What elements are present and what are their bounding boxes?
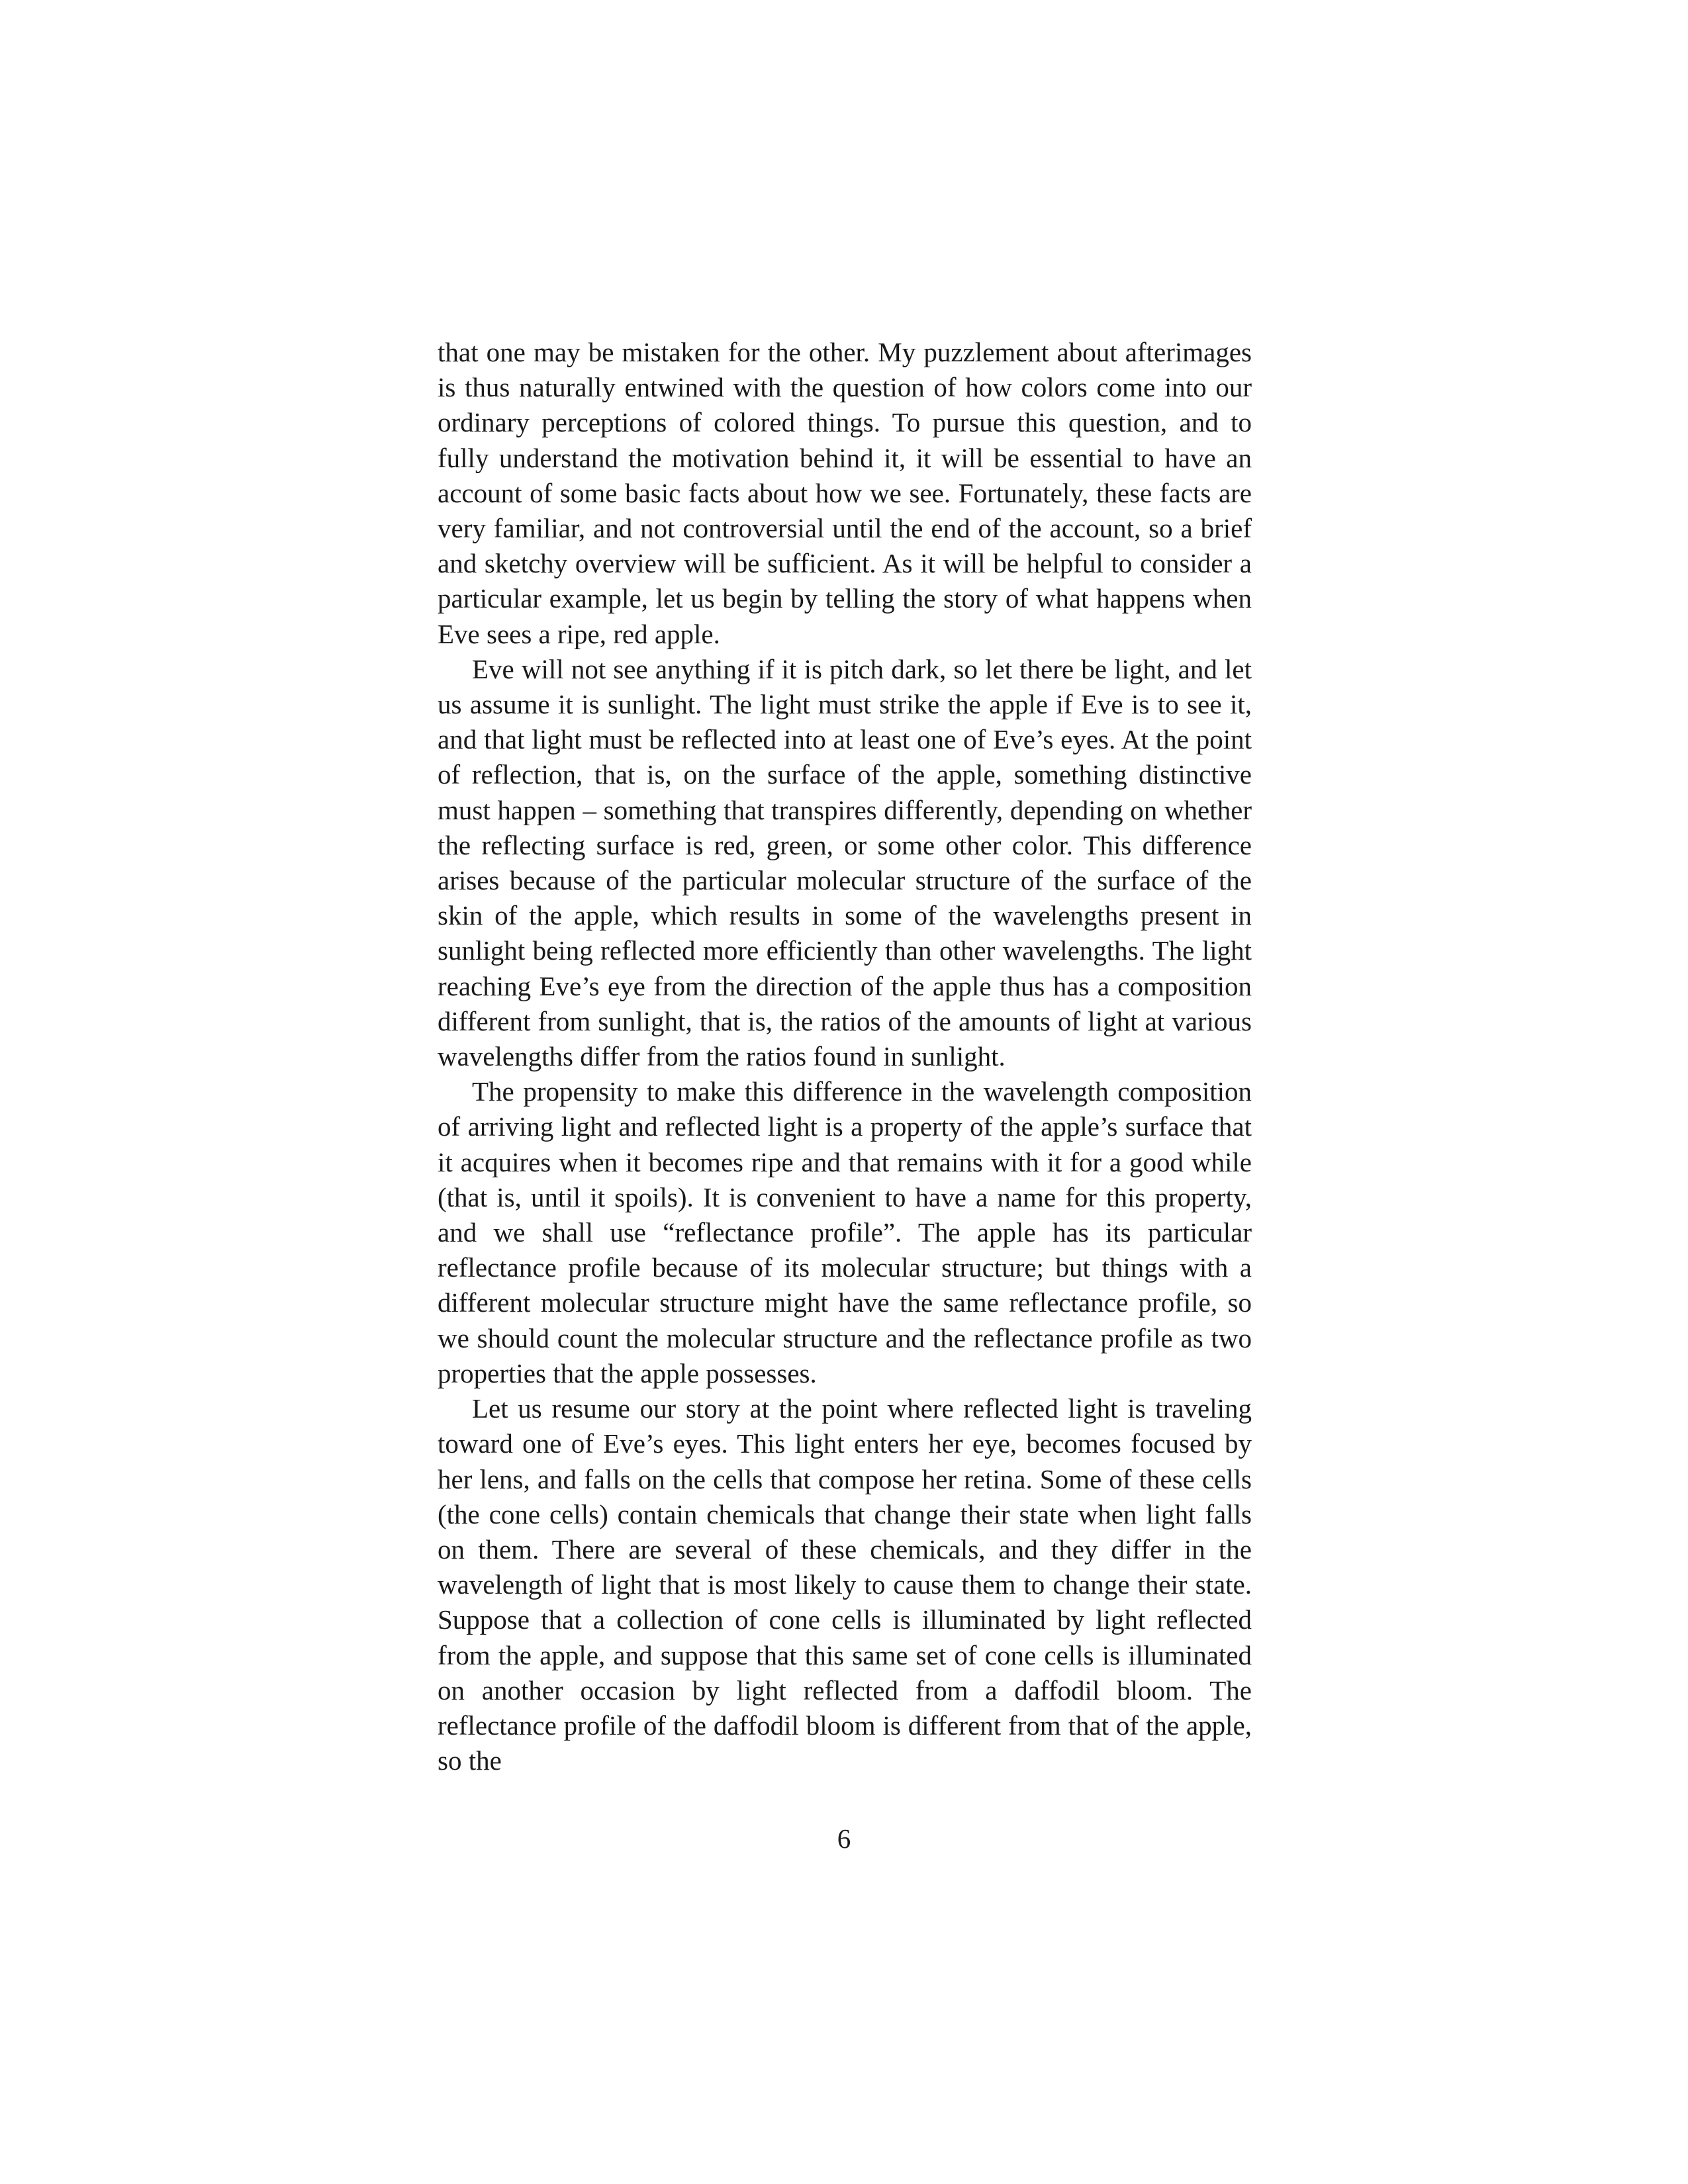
paragraph-1: that one may be mistaken for the other. My puzzlement about afterimages is thus naturally entwined with the question of how colors come into our ordinary perceptions of colored things. To pursue this question, and to fully understand the motivation behind it, it will be essential to have an account of some basic facts about how we see. Fortunately, these facts are very familiar, and not controversial until the end of the account, so a brief and sketchy overview will be sufficient. As it will be helpful to consider a particular example, let us begin by telling the story of what happens when Eve sees a ripe, red apple. xyxy=(438,337,1252,649)
paragraph-4: Let us resume our story at the point where reflected light is traveling toward one of Eve’s eyes. This light enters her eye, becomes focused by her lens, and falls on the cells that compose her retina. Some of these cells (the cone cells) contain chemicals that change their state when light falls on them. There are several of these chemicals, and they differ in the wavelength of light that is most likely to cause them to change their state. Suppose that a collection of cone cells is illuminated by light reflected from the apple, and suppose that this same set of cone cells is illuminated on another occasion by light reflected from a daffodil bloom. The reflectance profile of the daffodil bloom is different from that of the apple, so the xyxy=(438,1393,1252,1776)
paragraph-2: Eve will not see anything if it is pitch dark, so let there be light, and let us assume it is sunlight. The light must strike the apple if Eve is to see it, and that light must be reflected into at least one of Eve’s eyes. At the point of reflection, that is, on the surface of the apple, something distinctive must happen – something that transpires differently, depending on whether the reflecting surface is red, green, or some other color. This difference arises because of the particular molecular structure of the surface of the skin of the apple, which results in some of the wavelengths present in sunlight being reflected more efficiently than other wavelengths. The light reaching Eve’s eye from the direction of the apple thus has a composition different from sunlight, that is, the ratios of the amounts of light at various wavelengths differ from the ratios found in sunlight. xyxy=(438,653,1252,1072)
page-number: 6 xyxy=(837,1823,851,1854)
body-text xyxy=(438,335,1252,1778)
paragraph-3: The propensity to make this difference in the wavelength composition of arriving light and reflected light is a property of the apple’s surface that it acquires when it becomes ripe and that remains with it for a good while (that is, until it spoils). It is convenient to have a name for this property, and we shall use “reflectance profile”. The apple has its particular reflectance profile because of its molecular structure; but things with a different molecular structure might have the same reflectance profile, so we should count the molecular structure and the reflectance profile as two properties that the apple possesses. xyxy=(438,1076,1252,1388)
